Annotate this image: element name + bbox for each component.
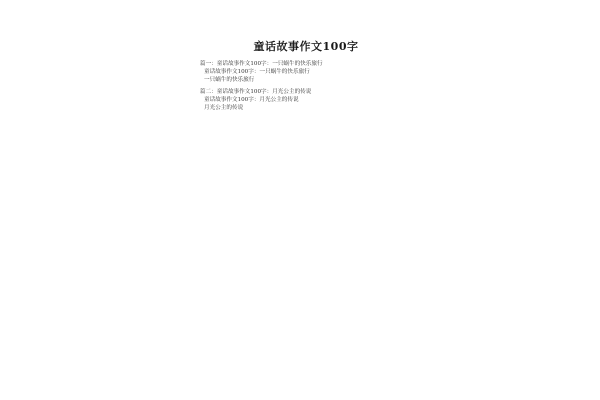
story2-subheading-short: 月光公主的传说 [204, 105, 244, 112]
story2-heading: 篇二：童话故事作文100字：月光公主的传说 [200, 88, 312, 95]
story1-subheading-short: 一只蜗牛的快乐旅行 [204, 77, 255, 84]
story1-heading: 篇一：童话故事作文100字：一只蜗牛的快乐旅行 [200, 61, 323, 67]
story1-subheading: 童话故事作文100字：一只蜗牛的快乐旅行 [204, 69, 310, 76]
document-body [200, 38, 412, 113]
document-title: 童话故事作文100字 [253, 40, 359, 53]
story2-subheading: 童话故事作文100字：月光公主的传说 [204, 96, 299, 103]
